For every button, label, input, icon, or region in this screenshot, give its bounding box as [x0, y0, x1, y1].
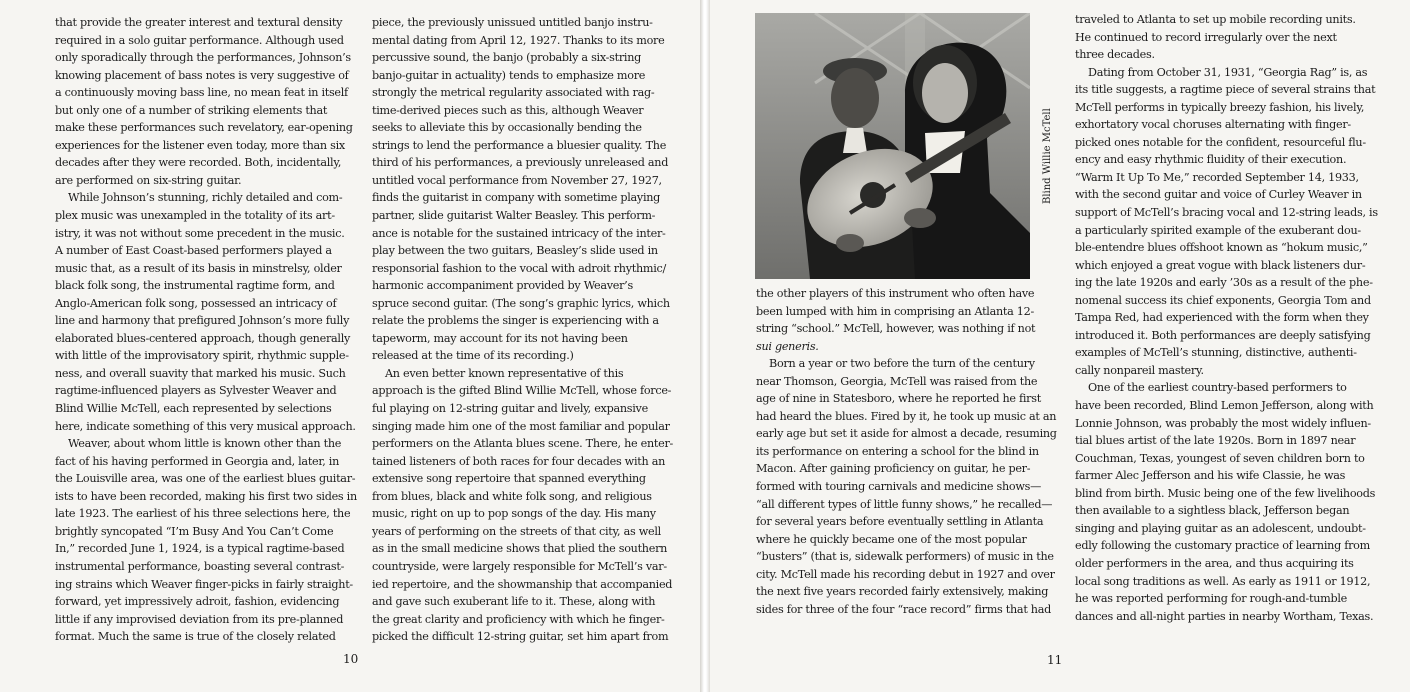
text-line: Dating from October 31, 1931, “Georgia Rag” is, as: [1088, 65, 1368, 79]
text-line: have been recorded, Blind Lemon Jefferson, along with: [1075, 399, 1374, 413]
paragraph: [55, 189, 356, 435]
text-line: piece, the previously unissued untitled banjo instru-: [372, 16, 653, 29]
text-line: time-derived pieces such as this, although Weaver: [372, 103, 644, 117]
text-line: Weaver, about whom little is known other than the: [68, 437, 342, 451]
text-line: extensive song repertoire that spanned everything: [372, 472, 646, 486]
text-line: local song traditions as well. As early as 1911 or 1912,: [1075, 574, 1371, 588]
text-line: edly following the customary practice of learning from: [1075, 539, 1370, 553]
book-spine: [700, 0, 710, 692]
text-line: and gave such exuberant life to it. These, along with: [372, 595, 656, 609]
paragraph: [55, 435, 357, 646]
text-line: Blind Willie McTell, each represented by selections: [55, 402, 332, 416]
text-line: are performed on six-string guitar.: [55, 173, 242, 187]
text-line: Tampa Red, had experienced with the form when they: [1075, 311, 1369, 325]
text-line: blind from birth. Music being one of the few livelihoods: [1075, 486, 1376, 500]
text-line: music that, as a result of its basis in minstrelsy, older: [55, 261, 342, 275]
text-line: black folk song, the instrumental ragtime form, and: [55, 279, 335, 293]
text-line: brightly syncopated “I’m Busy And You Can’t Come: [55, 524, 334, 538]
text-line: While Johnson’s stunning, richly detailed and com-: [68, 191, 343, 205]
text-line: but only one of a number of striking elements that: [55, 103, 328, 117]
paragraph: [372, 365, 674, 646]
text-line: cally nonpareil mastery.: [1075, 363, 1204, 377]
text-line: picked ones notable for the confident, resourceful flu-: [1075, 135, 1366, 149]
text-line: sides for three of the four “race record” firms that had: [756, 602, 1052, 616]
text-line: One of the earliest country-based performers to: [1088, 381, 1347, 395]
text-line: “Warm It Up To Me,” recorded September 14, 1933,: [1075, 170, 1359, 184]
paragraph: [372, 14, 670, 365]
text-line: which enjoyed a great vogue with black listeners dur-: [1075, 258, 1366, 272]
text-line: required in a solo guitar performance. Although used: [55, 33, 344, 47]
text-line: been lumped with him in comprising an Atlanta 12-: [756, 304, 1034, 318]
left-page-column-1: [55, 14, 357, 646]
text-line: years of performing on the streets of that city, as well: [372, 524, 661, 538]
text-line: released at the time of its recording.): [372, 349, 574, 363]
text-line: nomenal success its chief exponents, Georgia Tom and: [1075, 293, 1371, 307]
text-line: farmer Alec Jefferson and his wife Classie, he was: [1075, 469, 1346, 483]
text-line: traveled to Atlanta to set up mobile recording units.: [1075, 13, 1356, 26]
text-line: with little of the improvisatory spirit, rhythmic supple-: [55, 349, 349, 363]
text-line: Anglo-American folk song, possessed an intricacy of: [55, 296, 337, 310]
text-line: from blues, black and white folk song, and religious: [372, 489, 652, 503]
text-line: Couchman, Texas, youngest of seven children born to: [1075, 451, 1365, 465]
text-line: Born a year or two before the turn of the century: [769, 357, 1035, 371]
text-line: seeks to alleviate this by occasionally bending the: [372, 121, 642, 135]
text-line: ists to have been recorded, making his first two sides in: [55, 489, 357, 503]
text-line: that provide the greater interest and textural density: [55, 16, 343, 29]
right-page: [710, 0, 1410, 692]
text-line: music, right on up to pop songs of the day. His many: [372, 507, 656, 521]
text-line: finds the guitarist in company with sometime playing: [372, 191, 661, 205]
text-line: relate the problems the singer is experiencing with a: [372, 314, 659, 328]
text-line: a particularly spirited example of the exuberant dou-: [1075, 223, 1361, 237]
text-line: the other players of this instrument who often have: [756, 287, 1035, 300]
text-line: then available to a sightless black, Jefferson began: [1075, 504, 1350, 518]
text-line: fact of his having performed in Georgia and, later, in: [55, 454, 339, 468]
text-line: harmonic accompaniment provided by Weaver’s: [372, 279, 633, 293]
text-line: responsorial fashion to the vocal with adroit rhythmic/: [372, 261, 666, 275]
paragraph: [756, 355, 1057, 618]
text-line: formed with touring carnivals and medicine shows—: [756, 480, 1042, 494]
text-line: An even better known representative of this: [385, 366, 624, 380]
text-line: instrumental performance, boasting several contrast-: [55, 559, 345, 573]
text-line: line and harmony that prefigured Johnson’s more fully: [55, 314, 350, 328]
text-line: make these performances such revelatory, ear-opening: [55, 121, 353, 135]
text-line: introduced it. Both performances are deeply satisfying: [1075, 328, 1371, 342]
text-line: dances and all-night parties in nearby Wortham, Texas.: [1075, 609, 1374, 623]
text-line: little if any improvised deviation from its pre-planned: [55, 612, 344, 626]
text-line: here, indicate something of this very musical approach.: [55, 419, 356, 433]
text-line: singing and playing guitar as an adolescent, undoubt-: [1075, 521, 1366, 535]
text-line: “all different types of little funny shows,” he recalled—: [756, 497, 1053, 511]
text-line: with the second guitar and voice of Curley Weaver in: [1075, 188, 1362, 202]
text-line: ful playing on 12-string guitar and lively, expansive: [372, 402, 648, 416]
text-line: support of McTell’s bracing vocal and 12-string leads, is: [1075, 206, 1378, 220]
text-line: he was reported performing for rough-and-tumble: [1075, 592, 1347, 606]
text-line: plex music was unexampled in the totality of its art-: [55, 209, 335, 223]
text-line: strongly the metrical regularity associated with rag-: [372, 86, 655, 100]
text-line: early age but set it aside for almost a decade, resuming: [756, 427, 1057, 441]
text-line: the Louisville area, was one of the earliest blues guitar-: [55, 472, 356, 486]
text-line: tapeworm, may account for its not having been: [372, 331, 628, 345]
text-line: format. Much the same is true of the closely related: [55, 630, 336, 644]
text-line: the next five years recorded fairly extensively, making: [756, 585, 1049, 599]
text-line: ble-entendre blues offshoot known as “hokum music,”: [1075, 241, 1368, 255]
text-line: Macon. After gaining proficiency on guitar, he per-: [756, 462, 1031, 476]
text-line: spruce second guitar. (The song’s graphic lyrics, which: [372, 296, 670, 310]
text-line: istry, it was not without some precedent in the music.: [55, 226, 345, 240]
text-line: untitled vocal performance from November 27, 1927,: [372, 173, 662, 187]
text-line: picked the difficult 12-string guitar, set him apart from: [372, 630, 669, 644]
text-line: had heard the blues. Fired by it, he took up music at an: [756, 409, 1057, 423]
text-line: city. McTell made his recording debut in 1927 and over: [756, 567, 1055, 581]
text-line: experiences for the listener even today, more than six: [55, 138, 345, 152]
text-line: “busters” (that is, sidewalk performers) of music in the: [756, 550, 1054, 564]
text-line: its title suggests, a ragtime piece of several strains that: [1075, 83, 1376, 97]
photograph: [755, 13, 1030, 279]
paragraph: [55, 14, 353, 189]
text-line: partner, slide guitarist Walter Beasley. This perform-: [372, 209, 656, 223]
text-line: tial blues artist of the late 1920s. Born in 1897 near: [1075, 434, 1356, 448]
text-line: decades after they were recorded. Both, incidentally,: [55, 156, 342, 170]
text-line: sui generis.: [756, 339, 819, 353]
text-line: ragtime-influenced players as Sylvester Weaver and: [55, 384, 337, 398]
text-line: play between the two guitars, Beasley’s slide used in: [372, 244, 658, 258]
text-line: its performance on entering a school for the blind in: [756, 444, 1039, 458]
text-line: approach is the gifted Blind Willie McTell, whose force-: [372, 384, 672, 398]
photograph-image: [755, 13, 1030, 279]
text-line: the great clarity and proficiency with which he finger-: [372, 612, 665, 626]
right-page-column-2: [1075, 11, 1378, 625]
text-line: ency and easy rhythmic fluidity of their execution.: [1075, 153, 1347, 167]
text-line: countryside, were largely responsible for McTell’s var-: [372, 559, 667, 573]
text-line: examples of McTell’s stunning, distinctive, authenti-: [1075, 346, 1357, 360]
text-line: three decades.: [1075, 48, 1155, 62]
text-line: strings to lend the performance a bluesier quality. The: [372, 138, 667, 152]
page-number-right: 11: [1047, 653, 1063, 667]
text-line: late 1923. The earliest of his three selections here, the: [55, 507, 351, 521]
text-line: percussive sound, the banjo (probably a six-string: [372, 51, 642, 65]
text-line: In,” recorded June 1, 1924, is a typical ragtime-based: [55, 542, 345, 556]
text-line: as in the small medicine shows that plied the southern: [372, 542, 668, 556]
page-number-left: 10: [343, 652, 359, 666]
paragraph: [756, 285, 1046, 355]
text-line: singing made him one of the most familiar and popular: [372, 419, 670, 433]
text-line: ing strains which Weaver finger-picks in fairly straight-: [55, 577, 353, 591]
text-line: age of nine in Statesboro, where he reported he first: [756, 392, 1041, 406]
text-line: for several years before eventually settling in Atlanta: [756, 515, 1044, 529]
text-line: near Thomson, Georgia, McTell was raised from the: [756, 374, 1038, 388]
right-page-column-1: [756, 285, 1057, 618]
paragraph: [1075, 64, 1378, 380]
text-line: a continuously moving bass line, no mean feat in itself: [55, 86, 348, 100]
text-line: elaborated blues-centered approach, though generally: [55, 331, 351, 345]
left-page-column-2: [372, 14, 674, 646]
text-line: older performers in the area, and thus acquiring its: [1075, 556, 1354, 570]
text-line: only sporadically through the performances, Johnson’s: [55, 51, 351, 65]
text-line: A number of East Coast-based performers played a: [55, 244, 332, 258]
text-line: performers on the Atlanta blues scene. There, he enter-: [372, 437, 674, 451]
text-line: He continued to record irregularly over the next: [1075, 30, 1337, 44]
photo-caption: Blind Willie McTell: [1042, 108, 1053, 204]
text-line: ied repertoire, and the showmanship that accompanied: [372, 577, 673, 591]
text-line: Lonnie Johnson, was probably the most widely influen-: [1075, 416, 1371, 430]
paragraph: [1075, 11, 1375, 64]
text-line: banjo-guitar in actuality) tends to emphasize more: [372, 68, 646, 82]
text-line: ness, and overall suavity that marked his music. Such: [55, 366, 346, 380]
text-line: McTell performs in typically breezy fashion, his lively,: [1075, 100, 1365, 114]
text-line: mental dating from April 12, 1927. Thanks to its more: [372, 33, 665, 47]
left-page: [0, 0, 700, 692]
text-line: string “school.” McTell, however, was nothing if not: [756, 322, 1036, 336]
text-line: third of his performances, a previously unreleased and: [372, 156, 669, 170]
text-line: where he quickly became one of the most popular: [756, 532, 1027, 546]
text-line: knowing placement of bass notes is very suggestive of: [55, 68, 349, 82]
text-line: ance is notable for the sustained intricacy of the inter-: [372, 226, 666, 240]
text-line: ing the late 1920s and early ’30s as a result of the phe-: [1075, 276, 1373, 290]
text-line: tained listeners of both races for four decades with an: [372, 454, 666, 468]
text-line: exhortatory vocal choruses alternating with finger-: [1075, 118, 1351, 132]
text-line: forward, yet impressively adroit, fashion, evidencing: [55, 595, 340, 609]
paragraph: [1075, 379, 1375, 625]
